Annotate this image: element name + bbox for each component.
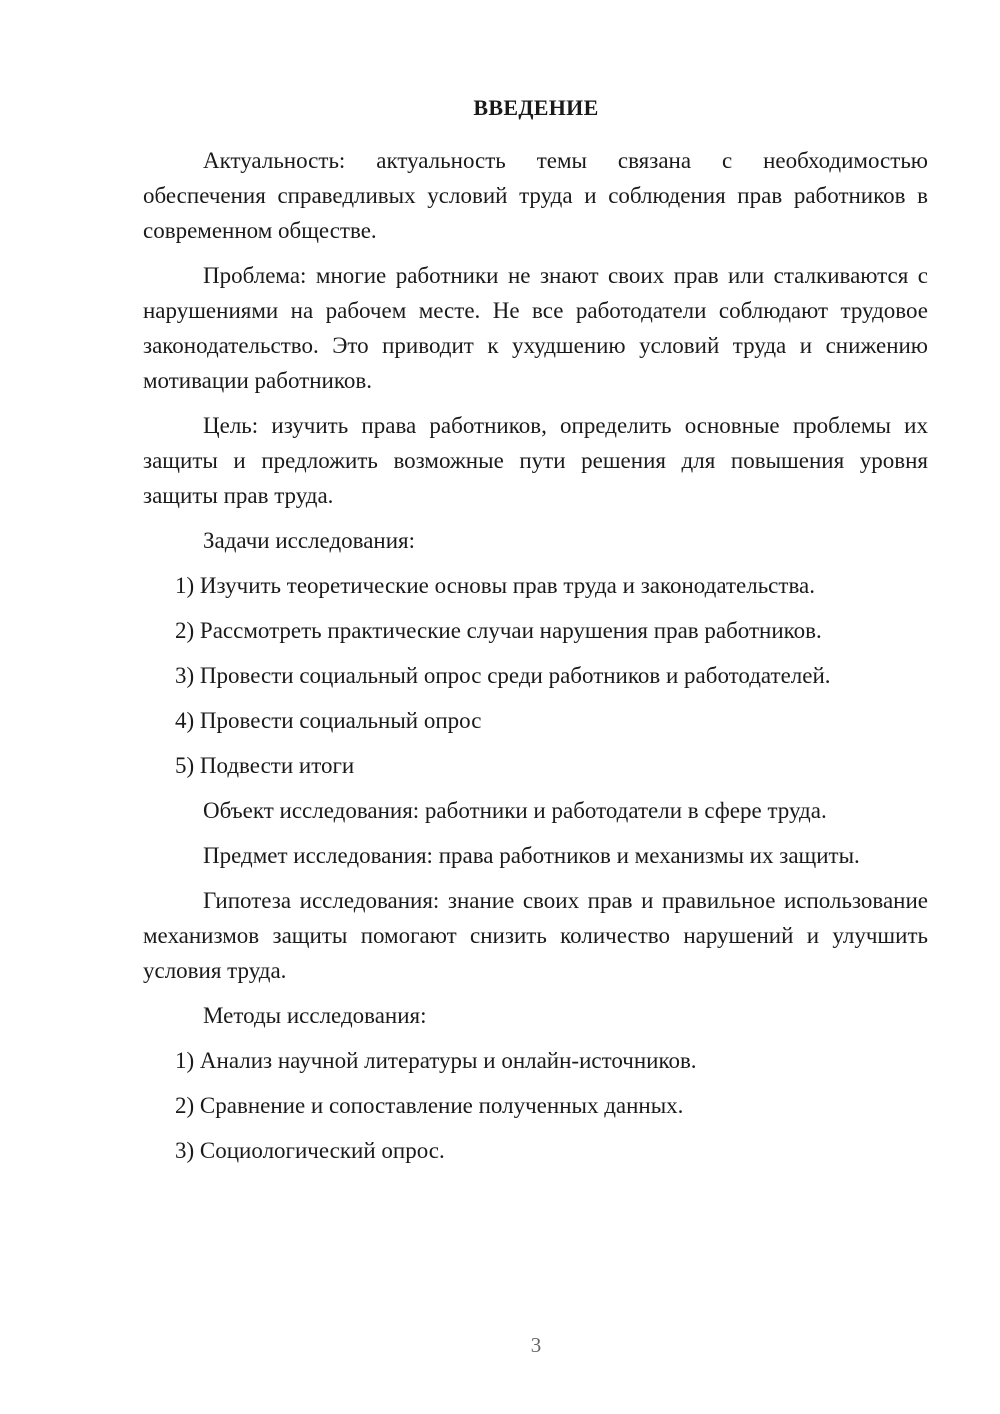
hypothesis-paragraph: Гипотеза исследования: знание своих прав и правильное использование механизмов защиты помогают снизить количество нарушений и улучшить условия труда. [143,888,928,983]
object-paragraph: Объект исследования: работники и работодатели в сфере труда. [203,798,827,823]
problem-paragraph: Проблема: многие работники не знают своих прав или сталкиваются с нарушениями на рабочем месте. Не все работодатели соблюдают трудовое законодательство. Это приводит к ухудшению условий труда и снижению мотивации работников. [143,263,928,393]
page-number: 3 [530,1333,542,1357]
task-item: 5) Подвести итоги [175,753,355,778]
method-item: 3) Социологический опрос. [175,1138,445,1163]
task-item: 2) Рассмотреть практические случаи нарушения прав работников. [175,618,822,643]
method-item: 2) Сравнение и сопоставление полученных данных. [175,1093,684,1118]
relevance-paragraph: Актуальность: актуальность темы связана с необходимостью обеспечения справедливых условий труда и соблюдения прав работников в современном обществе. [143,148,928,243]
tasks-heading: Задачи исследования: [203,528,416,553]
methods-heading: Методы исследования: [203,1003,427,1028]
task-item: 3) Провести социальный опрос среди работников и работодателей. [175,663,831,688]
subject-paragraph: Предмет исследования: права работников и механизмы их защиты. [203,843,860,868]
page-title: ВВЕДЕНИЕ [473,95,599,120]
task-item: 1) Изучить теоретические основы прав труда и законодательства. [175,573,815,598]
document-body [143,143,928,1168]
method-item: 1) Анализ научной литературы и онлайн-источников. [175,1048,697,1073]
goal-paragraph: Цель: изучить права работников, определить основные проблемы их защиты и предложить возможные пути решения для повышения уровня защиты прав труда. [143,413,928,508]
task-item: 4) Провести социальный опрос [175,708,482,733]
